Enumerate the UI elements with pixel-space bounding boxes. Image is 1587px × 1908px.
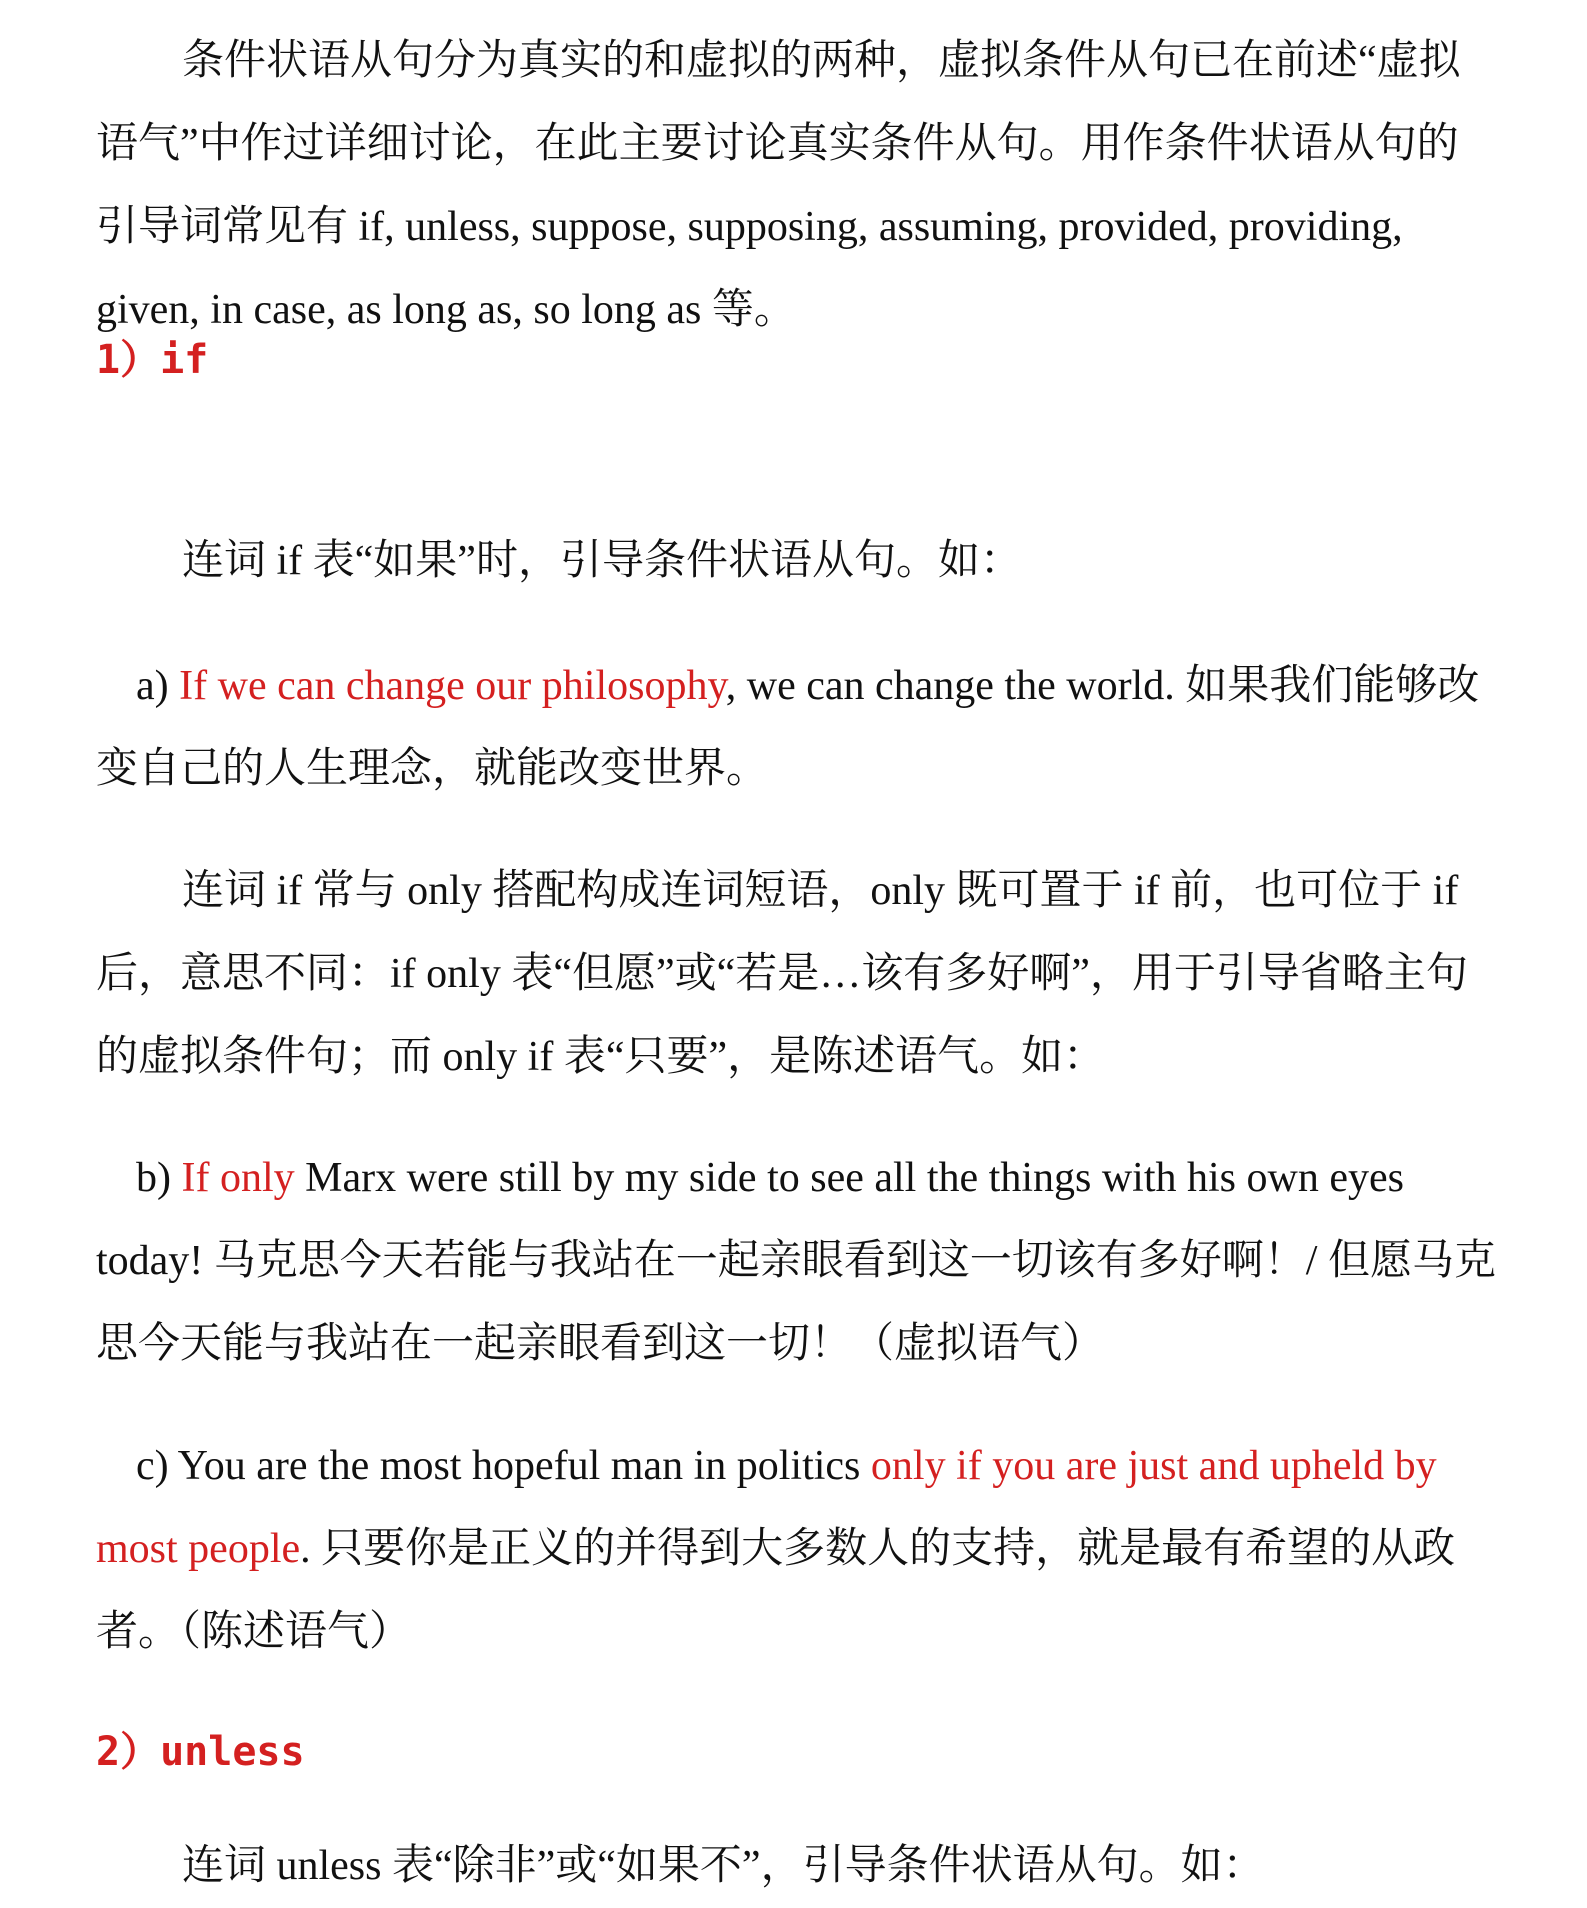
example-a-highlight: If we can change our philosophy xyxy=(179,663,726,709)
if-description: 连词 if 表“如果”时，引导条件状语从句。如： xyxy=(182,538,1022,584)
example-c xyxy=(96,1425,1496,1674)
example-b-rest: Marx were still by my side to see all the things with his own eyes today! 马克思今天若能与我站在一起亲眼看到这一切该有多好啊！/ 但愿马克思今天能与我站在一起亲眼看到这一切！（虚拟语气） xyxy=(96,1155,1496,1367)
example-b-highlight: If only xyxy=(181,1155,295,1201)
example-c-highlight: only if you are just and upheld by most people xyxy=(96,1443,1437,1572)
unless-description: 连词 unless 表“除非”或“如果不”，引导条件状语从句。如： xyxy=(182,1843,1265,1889)
example-a xyxy=(96,645,1496,811)
example-c-prefix: c) You are the most hopeful man in politics xyxy=(136,1443,871,1489)
intro-paragraph: 条件状语从句分为真实的和虚拟的两种，虚拟条件从句已在前述“虚拟语气”中作过详细讨论，在此主要讨论真实条件从句。用作条件状语从句的引导词常见有 if, unless, suppose, supposing, assuming, provided, providing, given, in case, as long as, so long as 等。 xyxy=(96,38,1461,333)
section-heading-if: 1）if xyxy=(96,337,209,383)
section-heading-unless: 2）unless xyxy=(96,1729,305,1775)
example-a-rest: , we can change the world. 如果我们能够改变自己的人生理念，就能改变世界。 xyxy=(96,663,1480,792)
example-b xyxy=(96,1137,1496,1386)
example-a-prefix: a) xyxy=(136,663,180,709)
if-only-description: 连词 if 常与 only 搭配构成连词短语，only 既可置于 if 前，也可位于 if 后，意思不同：if only 表“但愿”或“若是…该有多好啊”，用于引导省略主句的虚拟条件句；而 only if 表“只要”，是陈述语气。如： xyxy=(96,868,1468,1080)
example-b-prefix: b) xyxy=(136,1155,182,1201)
example-c-rest: . 只要你是正义的并得到大多数人的支持，就是最有希望的从政者。（陈述语气） xyxy=(96,1526,1456,1655)
